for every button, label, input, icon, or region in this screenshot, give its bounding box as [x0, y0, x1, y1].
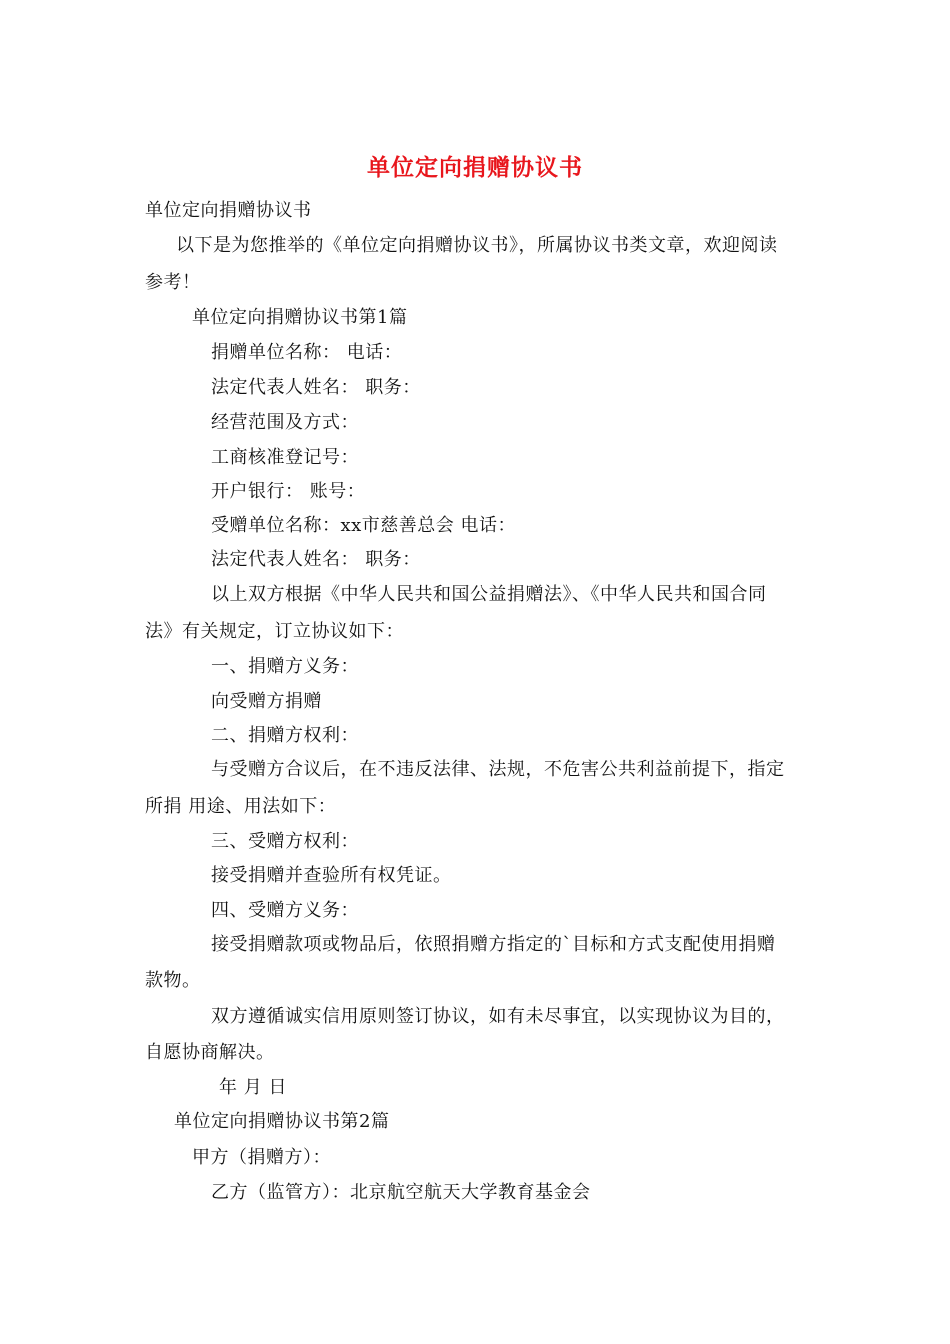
paragraph-line: 开户银行： 账号： [211, 481, 366, 502]
section-heading-2: 单位定向捐赠协议书第2篇 [174, 1111, 390, 1132]
paragraph-line: 接受捐赠款项或物品后，依照捐赠方指定的`目标和方式支配使用捐赠 [211, 934, 776, 955]
intro-line-cont: 参考！ [145, 272, 201, 293]
paragraph-line-cont: 所捐 用途、用法如下： [145, 796, 337, 817]
paragraph-line: 向受赠方捐赠 [211, 691, 322, 712]
paragraph-line: 接受捐赠并查验所有权凭证。 [211, 865, 452, 886]
clause-heading: 一、捐赠方义务： [211, 656, 359, 677]
party-b-line: 乙方（监管方）：北京航空航天大学教育基金会 [211, 1182, 591, 1203]
paragraph-line: 捐赠单位名称： 电话： [211, 342, 403, 363]
paragraph-line: 双方遵循诚实信用原则签订协议，如有未尽事宜，以实现协议为目的， [211, 1006, 785, 1027]
paragraph-line: 法定代表人姓名： 职务： [211, 549, 421, 570]
paragraph-line: 法定代表人姓名： 职务： [211, 377, 421, 398]
paragraph-line: 经营范围及方式： [211, 412, 359, 433]
subtitle-line: 单位定向捐赠协议书 [145, 200, 312, 221]
paragraph-line-cont: 法》有关规定，订立协议如下： [145, 621, 404, 642]
paragraph-line: 与受赠方合议后，在不违反法律、法规，不危害公共利益前提下，指定 [211, 759, 785, 780]
date-line: 年 月 日 [219, 1077, 287, 1098]
paragraph-line: 以上双方根据《中华人民共和国公益捐赠法》、《中华人民共和国合同 [211, 584, 767, 605]
document-title: 单位定向捐赠协议书 [367, 154, 583, 181]
paragraph-line: 受赠单位名称：xx市慈善总会 电话： [211, 515, 517, 536]
section-heading-1: 单位定向捐赠协议书第1篇 [192, 307, 408, 328]
paragraph-line-cont: 款物。 [145, 970, 201, 991]
clause-heading: 四、受赠方义务： [211, 900, 359, 921]
intro-line: 以下是为您推举的《单位定向捐赠协议书》，所属协议书类文章，欢迎阅读 [176, 235, 778, 256]
party-a-line: 甲方（捐赠方）： [192, 1147, 331, 1168]
clause-heading: 三、受赠方权利： [211, 831, 359, 852]
paragraph-line-cont: 自愿协商解决。 [145, 1042, 275, 1063]
paragraph-line: 工商核准登记号： [211, 447, 359, 468]
clause-heading: 二、捐赠方权利： [211, 725, 359, 746]
